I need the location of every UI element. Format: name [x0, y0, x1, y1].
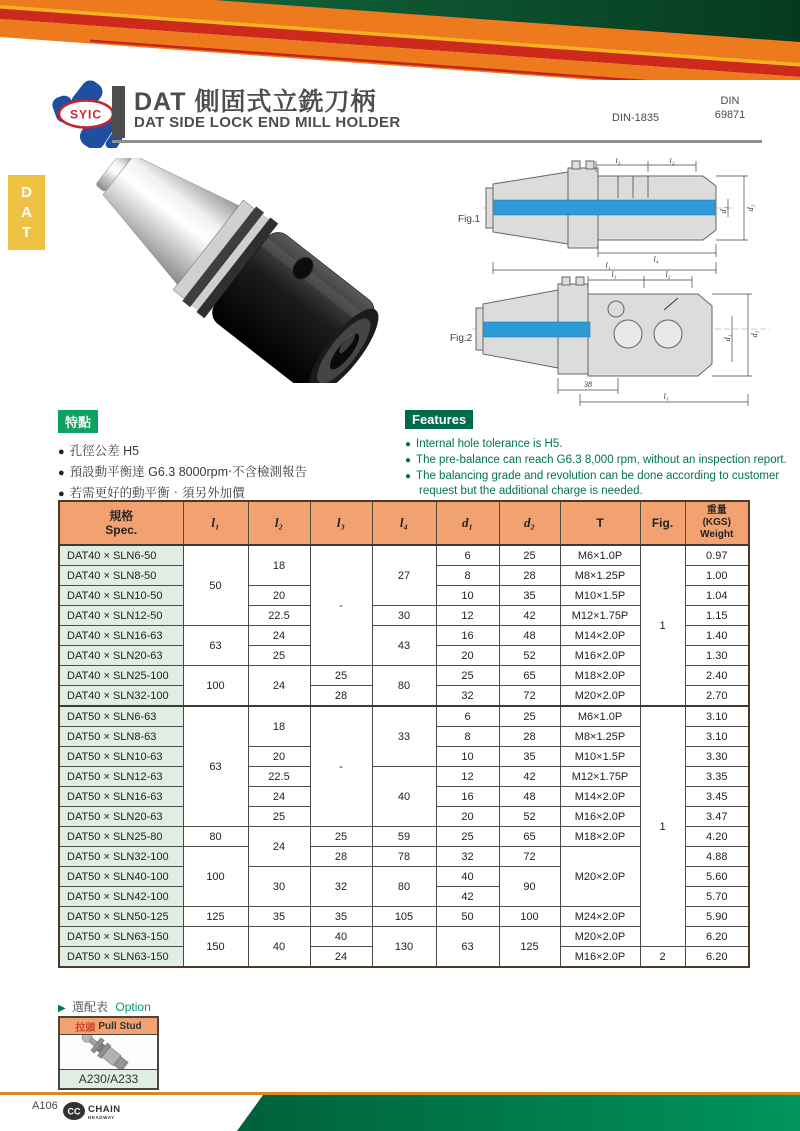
value-cell: 2.70: [685, 686, 749, 707]
value-cell: 125: [499, 927, 560, 968]
spec-cell: DAT40 × SLN20-63: [59, 646, 183, 666]
value-cell: 28: [499, 727, 560, 747]
value-cell: 10: [436, 586, 499, 606]
value-cell: 63: [436, 927, 499, 968]
value-cell: 150: [183, 927, 248, 968]
col-header-l1: l₁: [183, 501, 248, 545]
bullet-icon: ●: [58, 446, 65, 458]
value-cell: 65: [499, 666, 560, 686]
value-cell: 25: [499, 706, 560, 727]
value-cell: M16×2.0P: [560, 646, 640, 666]
din-standard-left: DIN-1835: [612, 112, 660, 124]
value-cell: 42: [499, 767, 560, 787]
value-cell: 30: [248, 867, 310, 907]
fig2-dim-38: 38: [584, 380, 592, 389]
value-cell: 40: [436, 867, 499, 887]
spec-cell: DAT40 × SLN8-50: [59, 566, 183, 586]
value-cell: 80: [372, 867, 436, 907]
value-cell: 40: [310, 927, 372, 947]
col-header-fig: Fig.: [640, 501, 685, 545]
col-header-l4: l₄: [372, 501, 436, 545]
value-cell: 1: [640, 545, 685, 706]
value-cell: 12: [436, 767, 499, 787]
value-cell: 25: [310, 827, 372, 847]
value-cell: 25: [436, 666, 499, 686]
value-cell: 1.15: [685, 606, 749, 626]
value-cell: 42: [436, 887, 499, 907]
footer-logo-text-bottom: HEADWAY: [88, 1115, 115, 1120]
din-right-line1: DIN: [720, 95, 740, 107]
features-en-badge: Features: [405, 410, 473, 429]
bullet-icon: ●: [58, 488, 65, 500]
value-cell: M16×2.0P: [560, 807, 640, 827]
value-cell: M8×1.25P: [560, 727, 640, 747]
top-banner: [0, 0, 800, 80]
din-right-line2: 69871: [714, 109, 746, 121]
value-cell: 30: [372, 606, 436, 626]
spec-table: [58, 500, 750, 968]
spec-cell: DAT40 × SLN32-100: [59, 686, 183, 707]
value-cell: 72: [499, 847, 560, 867]
value-cell: 90: [499, 867, 560, 907]
feature-item: ● 預設動平衡達 G6.3 8000rpm‧不含檢測報告: [58, 465, 308, 479]
value-cell: 50: [436, 907, 499, 927]
footer-logo: [62, 1098, 142, 1126]
value-cell: 2.40: [685, 666, 749, 686]
bullet-icon: ●: [405, 439, 412, 450]
spec-cell: DAT50 × SLN63-150: [59, 927, 183, 947]
value-cell: 32: [310, 867, 372, 907]
side-tab-letter: T: [21, 224, 32, 241]
value-cell: 28: [310, 686, 372, 707]
value-cell: 1.04: [685, 586, 749, 606]
feature-item: ● 孔徑公差 H5: [58, 444, 140, 458]
pull-stud-card: [58, 1016, 159, 1090]
value-cell: 24: [248, 787, 310, 807]
col-header-spec: 規格 Spec.: [59, 501, 183, 545]
value-cell: 5.60: [685, 867, 749, 887]
value-cell: 10: [436, 747, 499, 767]
value-cell: 35: [248, 907, 310, 927]
spec-cell: DAT50 × SLN16-63: [59, 787, 183, 807]
option-label-zh: 選配表: [72, 1000, 109, 1014]
spec-cell: DAT50 × SLN42-100: [59, 887, 183, 907]
value-cell: 100: [499, 907, 560, 927]
side-tab-dat: [8, 175, 45, 250]
fig2-label: Fig.2: [450, 333, 473, 344]
value-cell: 4.88: [685, 847, 749, 867]
option-row: [58, 998, 151, 1015]
value-cell: 40: [372, 767, 436, 827]
value-cell: M18×2.0P: [560, 827, 640, 847]
value-cell: 25: [248, 807, 310, 827]
spec-cell: DAT50 × SLN12-63: [59, 767, 183, 787]
page-title-en: DAT SIDE LOCK END MILL HOLDER: [134, 114, 401, 131]
feature-item: ● 若需更好的動平衡‧須另外加價: [58, 486, 245, 500]
value-cell: 35: [499, 586, 560, 606]
value-cell: 3.10: [685, 706, 749, 727]
value-cell: 28: [310, 847, 372, 867]
value-cell: 25: [248, 646, 310, 666]
value-cell: 43: [372, 626, 436, 666]
option-arrow-icon: ▶: [58, 1003, 66, 1014]
pull-stud-image: [60, 1035, 157, 1069]
value-cell: 24: [248, 666, 310, 707]
value-cell: 5.70: [685, 887, 749, 907]
value-cell: 8: [436, 727, 499, 747]
features-en-list: [405, 437, 795, 498]
value-cell: 2: [640, 947, 685, 968]
value-cell: 40: [248, 927, 310, 968]
fig1-dim-l1: l₁: [605, 261, 611, 270]
value-cell: 24: [248, 827, 310, 867]
value-cell: 3.10: [685, 727, 749, 747]
value-cell: M24×2.0P: [560, 907, 640, 927]
spec-cell: DAT50 × SLN10-63: [59, 747, 183, 767]
value-cell: 0.97: [685, 545, 749, 566]
value-cell: 12: [436, 606, 499, 626]
features-zh-badge: 特點: [58, 410, 98, 433]
fig1-dim-l4: l₄: [653, 255, 659, 264]
fig1-dim-l2: l₂: [669, 158, 675, 165]
value-cell: 63: [183, 626, 248, 666]
spec-cell: DAT40 × SLN25-100: [59, 666, 183, 686]
fig2-dim-d2: d₂: [750, 330, 759, 338]
value-cell: 20: [248, 747, 310, 767]
value-cell: 24: [248, 626, 310, 646]
value-cell: 16: [436, 626, 499, 646]
logo-text: SYIC: [69, 107, 103, 122]
value-cell: M12×1.75P: [560, 767, 640, 787]
bullet-icon: ●: [405, 455, 412, 466]
feature-item: ● The balancing grade and revolution can be done according to customer request but the additional charge is needed.: [405, 470, 780, 497]
value-cell: 59: [372, 827, 436, 847]
page-title-zh: DAT 側固式立銑刀柄: [134, 88, 377, 116]
value-cell: M6×1.0P: [560, 545, 640, 566]
bullet-icon: ●: [405, 471, 412, 482]
value-cell: 5.90: [685, 907, 749, 927]
value-cell: M8×1.25P: [560, 566, 640, 586]
value-cell: 20: [248, 586, 310, 606]
value-cell: 4.20: [685, 827, 749, 847]
features-zh-section: [58, 410, 393, 504]
feature-item: ● Internal hole tolerance is H5.: [405, 438, 563, 450]
spec-cell: DAT50 × SLN20-63: [59, 807, 183, 827]
pull-stud-title: 拉頭 Pull Stud: [60, 1018, 157, 1035]
value-cell: 1.40: [685, 626, 749, 646]
col-header-weight: 重量 (KGS) Weight: [685, 501, 749, 545]
pull-stud-model: A230/A233: [60, 1069, 157, 1088]
bullet-icon: ●: [58, 467, 65, 479]
value-cell: 3.30: [685, 747, 749, 767]
fig1-drawing: [448, 158, 793, 280]
value-cell: M14×2.0P: [560, 787, 640, 807]
fig2-dim-l1: l₁: [663, 392, 669, 401]
value-cell: 1.00: [685, 566, 749, 586]
value-cell: 27: [372, 545, 436, 606]
footer-logo-text-top: CHAIN: [88, 1104, 121, 1115]
value-cell: 6.20: [685, 927, 749, 947]
fig1-dim-d2: d₂: [746, 204, 755, 212]
value-cell: 20: [436, 646, 499, 666]
value-cell: 16: [436, 787, 499, 807]
value-cell: 35: [499, 747, 560, 767]
value-cell: M10×1.5P: [560, 747, 640, 767]
value-cell: 8: [436, 566, 499, 586]
fig2-dim-l3: l₃: [611, 270, 617, 279]
value-cell: M20×2.0P: [560, 927, 640, 947]
spec-cell: DAT40 × SLN6-50: [59, 545, 183, 566]
value-cell: 6: [436, 706, 499, 727]
value-cell: 80: [183, 827, 248, 847]
value-cell: 25: [436, 827, 499, 847]
value-cell: 78: [372, 847, 436, 867]
value-cell: M12×1.75P: [560, 606, 640, 626]
fig1-dim-l3: l₃: [615, 158, 621, 165]
value-cell: 25: [310, 666, 372, 686]
value-cell: 6.20: [685, 947, 749, 968]
value-cell: 33: [372, 706, 436, 767]
fig1-label: Fig.1: [458, 214, 481, 225]
page-number: A106: [32, 1100, 58, 1112]
value-cell: 28: [499, 566, 560, 586]
value-cell: 72: [499, 686, 560, 707]
spec-cell: DAT50 × SLN32-100: [59, 847, 183, 867]
value-cell: 63: [183, 706, 248, 827]
spec-cell: DAT50 × SLN63-150: [59, 947, 183, 968]
value-cell: 42: [499, 606, 560, 626]
features-zh-list: [58, 441, 393, 504]
value-cell: 100: [183, 847, 248, 907]
value-cell: 18: [248, 545, 310, 586]
value-cell: 1.30: [685, 646, 749, 666]
brand-logo: [42, 80, 142, 148]
value-cell: 105: [372, 907, 436, 927]
value-cell: 65: [499, 827, 560, 847]
feature-item: ● The pre-balance can reach G6.3 8,000 rpm, without an inspection report.: [405, 454, 787, 466]
value-cell: 50: [183, 545, 248, 626]
spec-cell: DAT40 × SLN12-50: [59, 606, 183, 626]
value-cell: 35: [310, 907, 372, 927]
side-tab-letter: D: [21, 184, 32, 201]
value-cell: M20×2.0P: [560, 686, 640, 707]
value-cell: M18×2.0P: [560, 666, 640, 686]
value-cell: -: [310, 545, 372, 666]
value-cell: 48: [499, 626, 560, 646]
header-rule: [112, 140, 762, 143]
spec-cell: DAT50 × SLN40-100: [59, 867, 183, 887]
features-en-section: [405, 410, 795, 499]
value-cell: -: [310, 706, 372, 827]
value-cell: 24: [310, 947, 372, 968]
value-cell: 130: [372, 927, 436, 968]
spec-cell: DAT50 × SLN8-63: [59, 727, 183, 747]
value-cell: 1: [640, 706, 685, 947]
value-cell: M10×1.5P: [560, 586, 640, 606]
value-cell: 18: [248, 706, 310, 747]
value-cell: 80: [372, 666, 436, 707]
value-cell: 20: [436, 807, 499, 827]
title-accent-bar: [112, 86, 125, 138]
value-cell: 22.5: [248, 606, 310, 626]
spec-table-header-row: [59, 501, 749, 545]
fig2-dim-d1: d₁: [723, 334, 732, 342]
value-cell: 52: [499, 807, 560, 827]
col-header-d2: d₂: [499, 501, 560, 545]
col-header-t: T: [560, 501, 640, 545]
value-cell: 125: [183, 907, 248, 927]
value-cell: M20×2.0P: [560, 847, 640, 907]
option-label-en: Option: [115, 1000, 151, 1014]
spec-cell: DAT50 × SLN25-80: [59, 827, 183, 847]
value-cell: 3.35: [685, 767, 749, 787]
value-cell: M14×2.0P: [560, 626, 640, 646]
product-photo: [95, 158, 385, 383]
table-row: [59, 706, 749, 727]
value-cell: 25: [499, 545, 560, 566]
din-standard-right: [700, 94, 760, 122]
value-cell: 22.5: [248, 767, 310, 787]
fig2-drawing: [440, 266, 800, 408]
pull-stud-drawing: [60, 1035, 153, 1069]
value-cell: 32: [436, 847, 499, 867]
svg-text:CC: CC: [67, 1106, 81, 1117]
value-cell: 6: [436, 545, 499, 566]
spec-cell: DAT40 × SLN16-63: [59, 626, 183, 646]
spec-table-body: [59, 545, 749, 967]
spec-cell: DAT50 × SLN50-125: [59, 907, 183, 927]
col-header-l2: l₂: [248, 501, 310, 545]
fig2-dim-l2: l₂: [665, 270, 671, 279]
value-cell: M16×2.0P: [560, 947, 640, 968]
value-cell: 3.47: [685, 807, 749, 827]
value-cell: 48: [499, 787, 560, 807]
table-row: [59, 545, 749, 566]
value-cell: 32: [436, 686, 499, 707]
value-cell: 100: [183, 666, 248, 707]
col-header-l3: l₃: [310, 501, 372, 545]
value-cell: 3.45: [685, 787, 749, 807]
fig1-dim-d1: d₁: [719, 206, 728, 214]
spec-cell: DAT40 × SLN10-50: [59, 586, 183, 606]
spec-cell: DAT50 × SLN6-63: [59, 706, 183, 727]
value-cell: M6×1.0P: [560, 706, 640, 727]
value-cell: 52: [499, 646, 560, 666]
side-tab-letter: A: [21, 204, 32, 221]
col-header-d1: d₁: [436, 501, 499, 545]
